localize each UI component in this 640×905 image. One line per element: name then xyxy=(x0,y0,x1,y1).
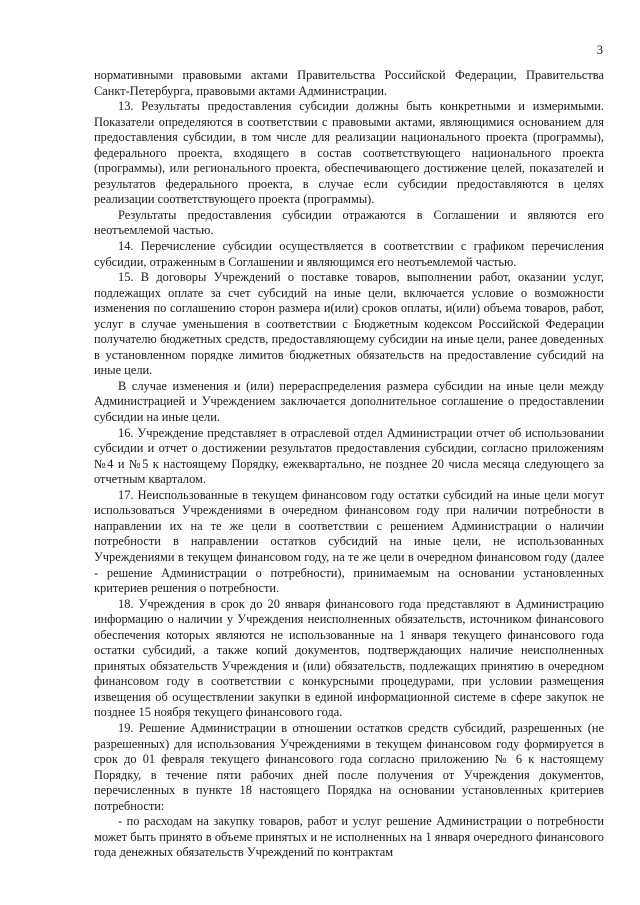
paragraph-17: 17. Неиспользованные в текущем финансовом году остатки субсидий на иные цели могут использоваться Учреждениями в очередном финансовом году при наличии потребности в направлении их на те же цели в соответствии с решением Администрации о наличии потребности в направлении остатков субсидий на иные цели, не использованных Учреждениями в текущем финансовом году, на те же цели в очередном финансовом году (далее - решение Администрации о потребности), принимаемым на основании установленных критериев решения о потребности. xyxy=(94,487,604,596)
page-number: 3 xyxy=(596,43,603,57)
paragraph-19: 19. Решение Администрации в отношении остатков средств субсидий, разрешенных (не разрешенных) для использования Учреждениями в текущем финансовом году формируется в срок до 01 февраля текущего финансового года согласно приложению № 6 к настоящему Порядку, в течение пяти рабочих дней после получения от Учреждения документов, перечисленных в пункте 18 настоящего Порядка на основании установленных критериев потребности: xyxy=(94,720,604,813)
paragraph-14: 14. Перечисление субсидии осуществляется в соответствии с графиком перечисления субсидии, отраженным в Соглашении и являющимся его неотъемлемой частью. xyxy=(94,239,604,269)
paragraph-13: 13. Результаты предоставления субсидии должны быть конкретными и измеримыми. Показатели определяются в соответствии с правовыми актами, являющимися основанием для предоставления субсидии, в том числе для реализации национального проекта (программы), федерального проекта, входящего в состав соответствующего национального проекта (программы), или регионального проекта, обеспечивающего достижение целей, показателей и результатов федерального проекта, в случае если субсидии предоставляются в целях реализации соответствующего проекта (программы). xyxy=(94,99,604,207)
paragraph-19-purchases: - по расходам на закупку товаров, работ и услуг решение Администрации о потребности может быть принято в объеме принятых и не исполненных на 1 января очередного финансового года денежных обязательств Учреждений по контрактам xyxy=(94,814,604,860)
paragraph-18: 18. Учреждения в срок до 20 января финансового года представляют в Администрацию информацию о наличии у Учреждения неисполненных обязательств, источником финансового обеспечения которых являются не использованные на 1 января текущего финансового года остатки субсидий, а также копий документов, подтверждающих наличие неисполненных принятых обязательств Учреждения и (или) обязательств, подлежащих принятию в очередном финансовом году в соответствии с конкурсными процедурами, при условии размещения извещения об осуществлении закупки в единой информационной системе в сфере закупок не позднее 15 ноября текущего финансового года. xyxy=(94,596,604,720)
paragraph-continuation: нормативными правовыми актами Правительства Российской Федерации, Правительства Санкт-Петербурга, правовыми актами Администрации. xyxy=(94,68,604,98)
document-body xyxy=(94,68,604,861)
paragraph-15: 15. В договоры Учреждений о поставке товаров, выполнении работ, оказании услуг, подлежащих оплате за счет субсидий на иные цели, включается условие о возможности изменения по соглашению сторон размера и(или) сроков оплаты, и(или) объема товаров, работ, услуг в случае уменьшения в соответствии с Бюджетным кодексом Российской Федерации получателю бюджетных средств, предоставляющему субсидии на иные цели, ранее доведенных в установленном порядке лимитов бюджетных обязательств на предоставление субсидий на иные цели. xyxy=(94,270,604,378)
paragraph-13-results: Результаты предоставления субсидии отражаются в Соглашении и являются его неотъемлемой частью. xyxy=(94,207,604,238)
paragraph-16: 16. Учреждение представляет в отраслевой отдел Администрации отчет об использовании субсидии и отчет о достижении результатов предоставления субсидии, согласно приложениям №4 и №5 к настоящему Порядку, ежеквартально, не позднее 20 числа месяца следующего за отчетным кварталом. xyxy=(94,425,604,487)
paragraph-15-change: В случае изменения и (или) перераспределения размера субсидии на иные цели между Администрацией и Учреждением заключается дополнительное соглашение о предоставлении субсидии на иные цели. xyxy=(94,378,604,425)
